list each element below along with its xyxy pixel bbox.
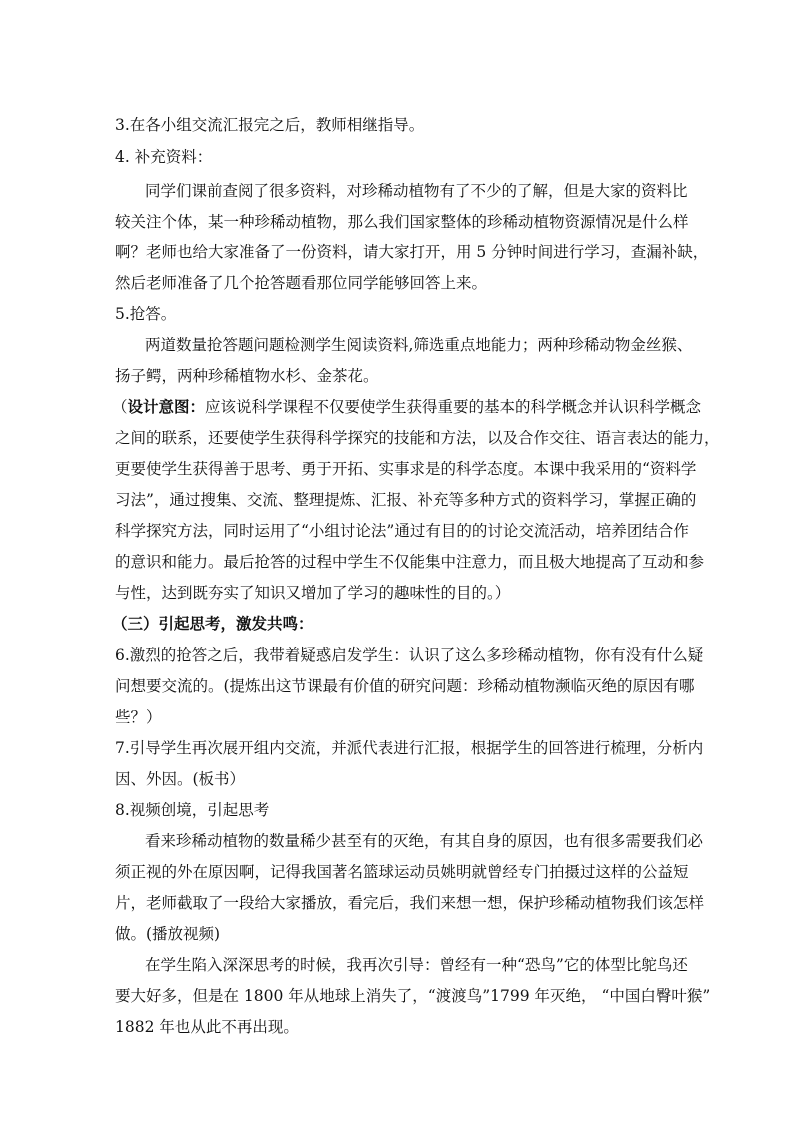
paragraph-line: 看来珍稀动植物的数量稀少甚至有的灭绝，有其自身的原因，也有很多需要我们必 <box>145 832 704 850</box>
paragraph-line: 之间的联系，还要使学生获得科学探究的技能和方法，以及合作交往、语言表达的能力， <box>115 429 720 447</box>
step-5-heading: 5.抢答。 <box>115 305 177 323</box>
paragraph-line: 更要使学生获得善于思考、勇于开拓、实事求是的科学态度。本课中我采用的“资料学 <box>115 460 697 478</box>
paragraph-line: 的意识和能力。最后抢答的过程中学生不仅能集中注意力，而且极大地提高了互动和参 <box>115 553 705 571</box>
step-3-text: 3.在各小组交流汇报完之后，教师相继指导。 <box>115 116 425 134</box>
paragraph-line: 要大好多，但是在 1800 年从地球上消失了，“渡渡鸟”1799 年灭绝， “中国白臀叶猴” <box>115 987 711 1005</box>
step-7-text: 7.引导学生再次展开组内交流，并派代表进行汇报，根据学生的回答进行梳理，分析内 <box>115 739 704 757</box>
paragraph-line: 习法”，通过搜集、交流、整理提炼、汇报、补充等多种方式的资料学习，掌握正确的 <box>115 491 697 509</box>
design-intent-text: 应该说科学课程不仅要使学生获得重要的基本的科学概念并认识科学概念 <box>205 398 702 416</box>
paragraph-line: 做。(播放视频) <box>115 925 221 943</box>
paragraph-line: 些？） <box>115 708 162 726</box>
section-heading: （三）引起思考，激发共鸣： <box>112 614 314 633</box>
paragraph-line: 须正视的外在原因啊，记得我国著名篮球运动员姚明就曾经专门拍摄过这样的公益短 <box>115 863 689 881</box>
paragraph-line: 问想要交流的。(提炼出这节课最有价值的研究问题：珍稀动植物濒临灭绝的原因有哪 <box>115 677 695 695</box>
paragraph-line: 因、外因。(板书） <box>115 770 246 788</box>
paragraph-line: 较关注个体，某一种珍稀动植物，那么我们国家整体的珍稀动植物资源情况是什么样 <box>115 213 689 231</box>
paragraph-line: 在学生陷入深深思考的时候，我再次引导：曾经有一种“恐鸟”它的体型比鸵鸟还 <box>145 956 688 974</box>
step-4-heading: 4. 补充资料： <box>115 148 213 166</box>
paren-open: （ <box>112 398 128 416</box>
paragraph-line: 片，老师截取了一段给大家播放，看完后，我们来想一想，保护珍稀动植物我们该怎样 <box>115 894 705 912</box>
design-intent-label: 设计意图： <box>127 397 206 416</box>
paragraph-line: 啊？老师也给大家准备了一份资料，请大家打开，用 5 分钟时间进行学习，查漏补缺， <box>115 243 709 261</box>
paragraph-line: 两道数量抢答题问题检测学生阅读资料,筛选重点地能力；两种珍稀动物金丝猴、 <box>145 336 693 354</box>
paragraph-line: 1882 年也从此不再出现。 <box>115 1018 299 1036</box>
step-6-text: 6.激烈的抢答之后，我带着疑惑启发学生：认识了这么多珍稀动植物，你有没有什么疑 <box>115 646 704 664</box>
paragraph-line: 然后老师准备了几个抢答题看那位同学能够回答上来。 <box>115 274 488 292</box>
paragraph-line: 科学探究方法，同时运用了“小组讨论法”通过有目的的讨论交流活动，培养团结合作 <box>115 522 689 540</box>
step-8-heading: 8.视频创境，引起思考 <box>115 801 270 819</box>
paragraph-line: 同学们课前查阅了很多资料，对珍稀动植物有了不少的了解，但是大家的资料比 <box>145 182 688 200</box>
design-intent-line <box>112 397 712 417</box>
paragraph-line: 与性，达到既夯实了知识又增加了学习的趣味性的目的。） <box>115 584 511 602</box>
paragraph-line: 扬子鳄，两种珍稀植物水杉、金茶花。 <box>115 367 379 385</box>
